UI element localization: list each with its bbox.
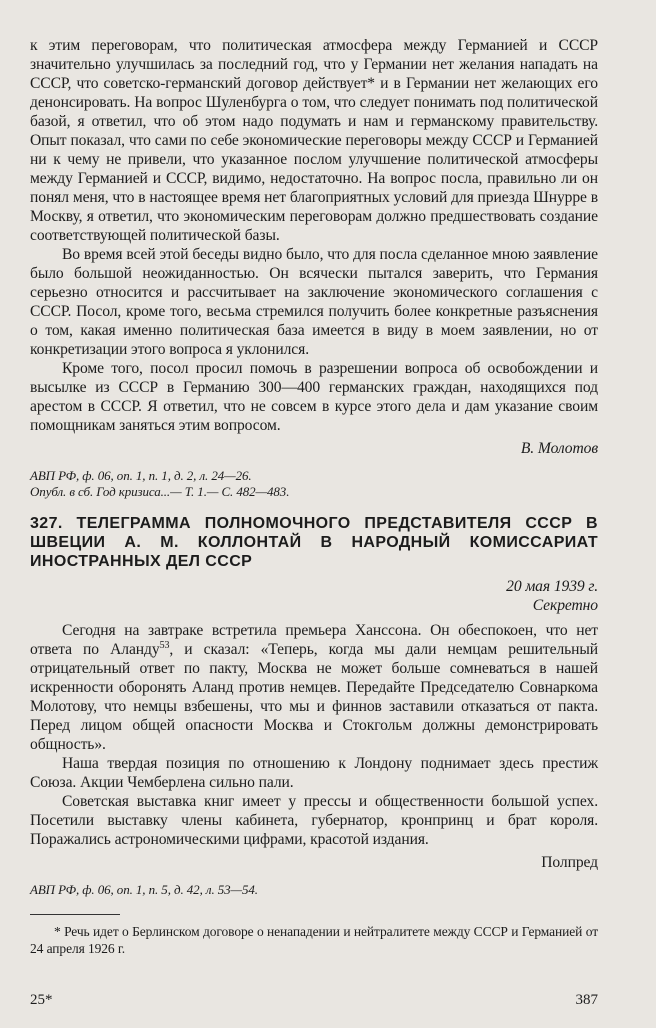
paragraph: Советская выставка книг имеет у прессы и общественности большой успех. Посетили выставку члены кабинета, губернатор, кронпринц и брат короля. Поражались астрономическими цифрами, красотой издания. [30,793,598,848]
text-run: Сегодня на завтраке встретила премьера Хансcона. Он обеспокоен, что нет ответа по Аланду [30,622,598,658]
paragraph: Наша твердая позиция по отношению к Лондону поднимает здесь престиж Союза. Акции Чемберлена сильно пали. [30,755,598,791]
signature-mark: 25* [30,992,53,1008]
footnote: * Речь идет о Берлинском договоре о ненападении и нейтралитете между СССР и Германией от 24 апреля 1926 г. [30,924,598,956]
publication-line: Опубл. в сб. Год кризиса...— Т. 1.— С. 482—483. [30,484,290,499]
document-heading: 327. ТЕЛЕГРАММА ПОЛНОМОЧНОГО ПРЕДСТАВИТЕЛЯ СССР В ШВЕЦИИ А. М. КОЛЛОНТАЙ В НАРОДНЫЙ КОМИССАРИАТ ИНОСТРАННЫХ ДЕЛ СССР [30,515,598,570]
paragraph: к этим переговорам, что политическая атмосфера между Германией и СССР значительно улучшилась за последний год, что у Германии нет желания нападать на СССР, что советско-германский договор действует* и в Германии нет желающих его денонсировать. На вопрос Шуленбурга о том, что следует понимать под политической базой, я ответил, что об этом надо подумать и нам и германскому правительству. Опыт показал, что сами по себе экономические переговоры между СССР и Германией ни к чему не привели, что указанное послом улучшение политической атмосферы между Германией и СССР, видимо, недостаточно. На вопрос посла, правильно ли он понял меня, что в настоящее время нет благоприятных условий для приезда Шнурре в Москву, я ответил, что экономическим переговорам должно предшествовать создание соответствующей политической базы. [30,37,598,244]
page-footer [30,992,598,1009]
document-date: 20 мая 1939 г. [506,578,598,595]
signature-molotov: В. Молотов [520,440,598,457]
archive-reference [30,468,598,500]
signature-polpred: Полпред [541,854,598,871]
archive-line: АВП РФ, ф. 06, оп. 1, п. 1, д. 2, л. 24—26. [30,468,252,483]
footnote-ref: 53 [159,639,170,651]
footnote-divider [30,914,120,915]
classification-mark: Секретно [532,597,598,614]
archive-reference: АВП РФ, ф. 06, оп. 1, п. 5, д. 42, л. 53—54. [30,882,258,897]
text-run: , и сказал: «Теперь, когда мы дали немцам решительный отрицательный ответ по пакту, Москва не может больше сомневаться в нашей искренности оборонять Аланд против немцев. Передайте Председателю Совнаркома Молотову, что немцы взбешены, что мы и финнов заставили отказаться от пакта. Перед лицом общей опасности Москва и Стокгольм должны демонстрировать общность». [30,641,598,753]
paragraph: Кроме того, посол просил помочь в разрешении вопроса об освобождении и высылке из СССР в Германию 300—400 германских граждан, находящихся под арестом в СССР. Я ответил, что не совсем в курсе этого дела и дам указание своим помощникам заняться этим вопросом. [30,360,598,434]
page-body [30,36,598,957]
page-number: 387 [575,992,598,1008]
paragraph: Во время всей этой беседы видно было, что для посла сделанное мною заявление было большой неожиданностью. Он всячески пытался заверить, что Германия серьезно относится и рассчитывает на заключение экономического соглашения с СССР. Посол, кроме того, весьма стремился получить более конкретные разъяснения о том, какая именно политическая база имеется в виду в моем заявлении, но от конкретизации этого вопроса я уклонился. [30,246,598,358]
paragraph [30,621,598,754]
